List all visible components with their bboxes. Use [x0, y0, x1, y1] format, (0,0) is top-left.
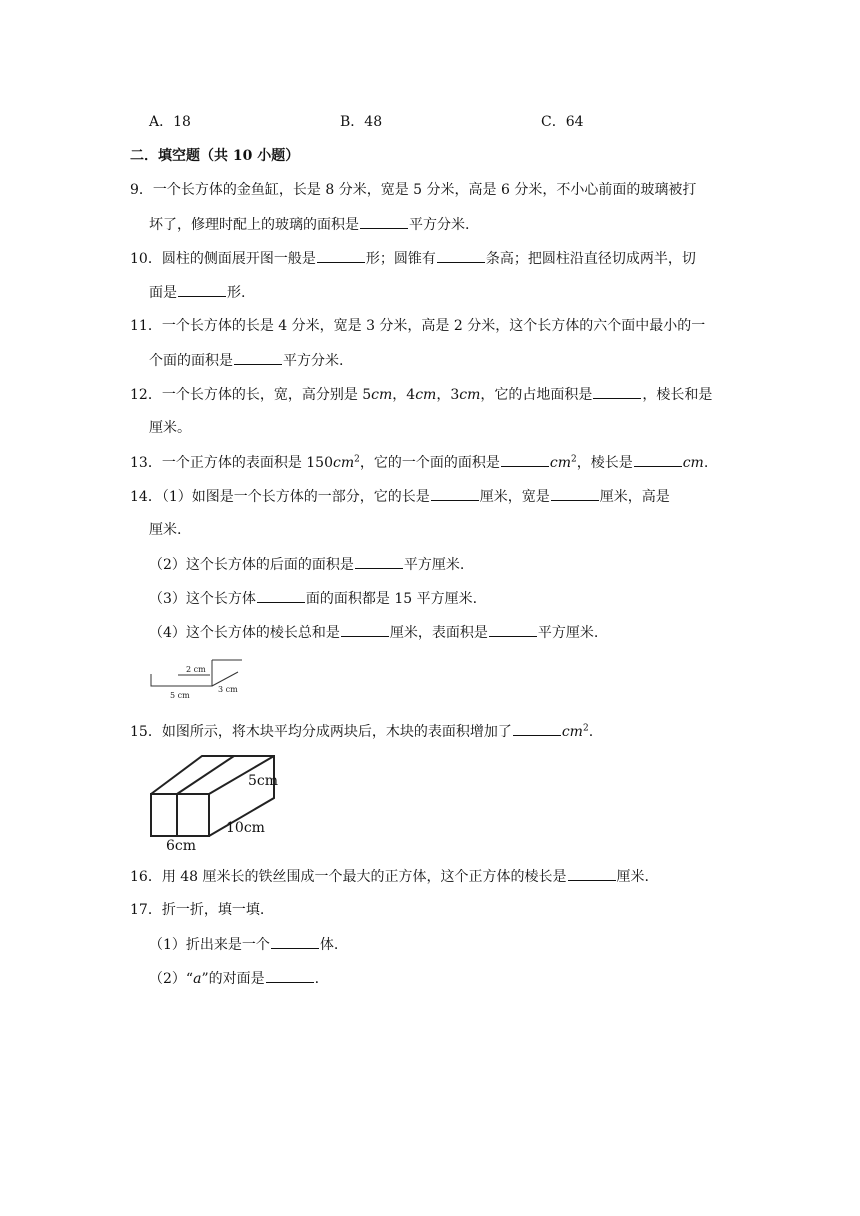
q16-line1: 16．用 48 厘米长的铁丝围成一个最大的正方体，这个正方体的棱长是 厘米.: [130, 866, 649, 887]
q11-line2: 个面的面积是 平方分米.: [149, 350, 343, 371]
answer-blank[interactable]: [341, 622, 389, 637]
answer-blank[interactable]: [501, 452, 549, 467]
answer-blank[interactable]: [234, 350, 282, 365]
answer-blank[interactable]: [317, 248, 365, 263]
answer-blank[interactable]: [431, 486, 479, 501]
q14-part4: （4）这个长方体的棱长总和是 厘米，表面积是 平方厘米.: [149, 622, 598, 643]
answer-blank[interactable]: [513, 721, 561, 736]
figure-label-width: 6cm: [166, 838, 197, 854]
figure-label-length: 10cm: [226, 820, 265, 836]
answer-blank[interactable]: [437, 248, 485, 263]
answer-blank[interactable]: [355, 554, 403, 569]
answer-blank[interactable]: [266, 968, 314, 983]
q12-line2: 厘米。: [149, 420, 191, 436]
figure-label-height: 2 cm: [186, 665, 206, 674]
q9-line2: 坏了，修理时配上的玻璃的面积是 平方分米.: [149, 214, 469, 235]
cuboid-part-figure: [148, 658, 248, 702]
q15-line1: 15．如图所示，将木块平均分成两块后，木块的表面积增加了 $cm^2$.: [130, 721, 593, 742]
q14-part3: （3）这个长方体 面的面积都是 15 平方厘米.: [149, 588, 477, 609]
answer-blank[interactable]: [271, 934, 319, 949]
q17-part1: （1）折出来是一个 体.: [149, 934, 338, 955]
q14-line1: 14．（1）如图是一个长方体的一部分，它的长是 厘米，宽是 厘米，高是: [130, 486, 670, 507]
q14-line2: 厘米.: [149, 522, 182, 538]
answer-blank[interactable]: [568, 866, 616, 881]
q10-line2: 面是 形.: [149, 282, 245, 303]
q9-line1: 9．一个长方体的金鱼缸，长是 8 分米，宽是 5 分米，高是 6 分米，不小心前面的玻璃被打: [130, 182, 697, 198]
answer-blank[interactable]: [551, 486, 599, 501]
q10-line1: 10．圆柱的侧面展开图一般是 形；圆锥有 条高；把圆柱沿直径切成两半，切: [130, 248, 696, 269]
q12-line1: 12．一个长方体的长，宽，高分别是 5cm，4cm，3cm，它的占地面积是 ，棱长和是: [130, 384, 712, 405]
answer-blank[interactable]: [489, 622, 537, 637]
option-b: B．48: [340, 114, 383, 130]
answer-blank[interactable]: [634, 452, 682, 467]
figure-label-length: 5 cm: [170, 691, 190, 700]
figure-label-height: 5cm: [248, 773, 279, 789]
answer-blank[interactable]: [178, 282, 226, 297]
answer-blank[interactable]: [257, 588, 305, 603]
option-a: A．18: [149, 114, 191, 130]
q17-title: 17．折一折，填一填.: [130, 902, 265, 918]
q13-line1: 13．一个正方体的表面积是 $150cm^2$，它的一个面的面积是 $cm^2$，棱长是 cm.: [130, 452, 708, 473]
q14-part2: （2）这个长方体的后面的面积是 平方厘米.: [149, 554, 464, 575]
answer-blank[interactable]: [593, 384, 641, 399]
section-title: 二．填空题（共 10 小题）: [130, 148, 300, 164]
figure-label-width: 3 cm: [218, 685, 238, 694]
wood-block-figure: [146, 752, 286, 854]
answer-blank[interactable]: [360, 214, 408, 229]
q17-part2: （2）“a”的对面是 .: [149, 968, 319, 989]
option-c: C．64: [541, 114, 584, 130]
q11-line1: 11．一个长方体的长是 4 分米，宽是 3 分米，高是 2 分米，这个长方体的六个面中最小的一: [130, 318, 706, 334]
